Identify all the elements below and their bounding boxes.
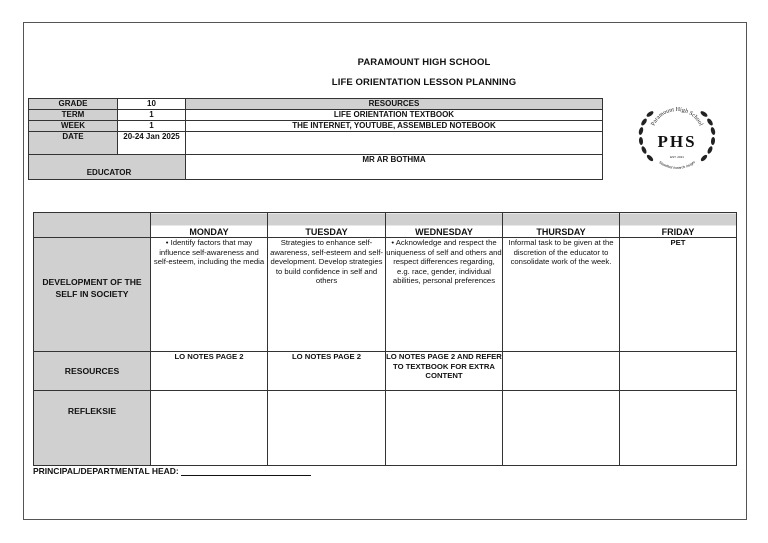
educator-name: MR AR BOTHMA bbox=[186, 155, 603, 180]
row-label-topic: DEVELOPMENT OF THE SELF IN SOCIETY bbox=[34, 238, 151, 352]
crest-letters: PHS bbox=[657, 132, 697, 151]
signature-label: PRINCIPAL/DEPARTMENTAL HEAD: bbox=[33, 466, 179, 476]
resources-tuesday: LO NOTES PAGE 2 bbox=[268, 352, 386, 391]
resources-monday: LO NOTES PAGE 2 bbox=[151, 352, 268, 391]
resources-header: RESOURCES bbox=[186, 99, 603, 110]
svg-text:Steadfast towards insight bbox=[658, 160, 697, 170]
resource-item-empty bbox=[186, 132, 603, 155]
week-value: 1 bbox=[118, 121, 186, 132]
day-header-tuesday: TUESDAY bbox=[268, 213, 386, 238]
crest-motto: Steadfast towards insight bbox=[658, 160, 696, 170]
week-label: WEEK bbox=[29, 121, 118, 132]
weekly-plan-table bbox=[33, 212, 737, 466]
date-label: DATE bbox=[29, 132, 118, 155]
row-label-reflection: REFLEKSIE bbox=[34, 391, 151, 466]
crest-arc-top: Paramount High School bbox=[650, 106, 704, 127]
day-header-friday: FRIDAY bbox=[620, 213, 737, 238]
reflection-friday bbox=[620, 391, 737, 466]
row-label-resources: RESOURCES bbox=[34, 352, 151, 391]
resources-thursday bbox=[503, 352, 620, 391]
topic-monday: • Identify factors that may influence self-awareness and self-esteem, including the media bbox=[151, 238, 268, 352]
resources-friday bbox=[620, 352, 737, 391]
grade-value: 10 bbox=[118, 99, 186, 110]
topic-wednesday: • Acknowledge and respect the uniqueness of self and others and respect differences regarding, e.g. race, gender, individual abilities, personal preferences bbox=[386, 238, 503, 352]
reflection-thursday bbox=[503, 391, 620, 466]
grade-label: GRADE bbox=[29, 99, 118, 110]
day-header-thursday: THURSDAY bbox=[503, 213, 620, 238]
reflection-wednesday bbox=[386, 391, 503, 466]
signature-block bbox=[33, 466, 311, 476]
reflection-tuesday bbox=[268, 391, 386, 466]
resource-item: LIFE ORIENTATION TEXTBOOK bbox=[186, 110, 603, 121]
term-label: TERM bbox=[29, 110, 118, 121]
resources-wednesday: LO NOTES PAGE 2 AND REFER TO TEXTBOOK FOR EXTRA CONTENT bbox=[386, 352, 503, 391]
school-name: PARAMOUNT HIGH SCHOOL bbox=[357, 57, 491, 68]
topic-friday: PET bbox=[620, 238, 737, 352]
table-corner-cell bbox=[34, 213, 151, 238]
school-crest-icon bbox=[632, 92, 722, 182]
term-value: 1 bbox=[118, 110, 186, 121]
crest-est: EST. 2021 bbox=[670, 155, 684, 159]
signature-line bbox=[181, 466, 311, 476]
educator-label: EDUCATOR bbox=[29, 155, 186, 180]
resource-item: THE INTERNET, YOUTUBE, ASSEMBLED NOTEBOOK bbox=[186, 121, 603, 132]
topic-thursday: Informal task to be given at the discretion of the educator to consolidate work of the week. bbox=[503, 238, 620, 352]
date-value: 20-24 Jan 2025 bbox=[118, 132, 186, 155]
document-title: LIFE ORIENTATION LESSON PLANNING bbox=[331, 77, 517, 88]
topic-tuesday: Strategies to enhance self-awareness, self-esteem and self-development. Develop strategies to build confidence in self and others bbox=[268, 238, 386, 352]
lesson-info-table bbox=[28, 98, 603, 180]
day-header-monday: MONDAY bbox=[151, 213, 268, 238]
svg-text:Paramount High School bbox=[650, 107, 703, 127]
reflection-monday bbox=[151, 391, 268, 466]
day-header-wednesday: WEDNESDAY bbox=[386, 213, 503, 238]
